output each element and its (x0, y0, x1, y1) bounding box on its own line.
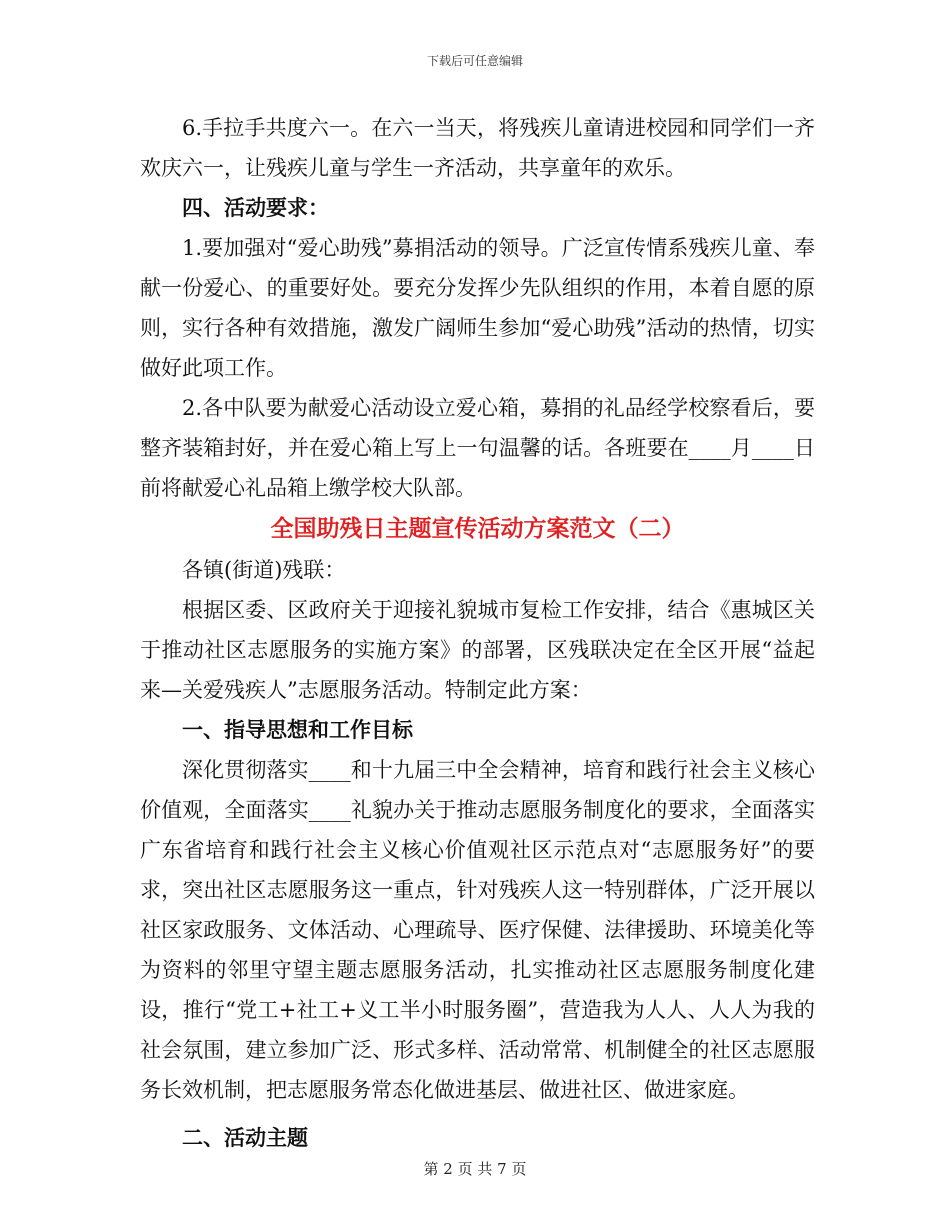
section-heading-activity-theme: 二、活动主题 (182, 1125, 308, 1150)
paragraph-salutation: 各镇(街道)残联： (182, 558, 346, 582)
section-heading-guiding-ideology: 一、指导思想和工作目标 (182, 717, 413, 742)
paragraph-requirement-1: 1.要加强对“爱心助残”募捐活动的领导。广泛宣传情系残疾儿童、奉献一份爱心、的重要好处。要充分发挥少先队组织的作用，本着自愿的原则，实行各种有效措施，激发广阔师生参加“爱心助残”活动的热情，切实做好此项工作。 (140, 236, 815, 380)
document-body (140, 108, 815, 1158)
spacer (140, 1110, 815, 1118)
paragraph-requirement-2: 2.各中队要为献爱心活动设立爱心箱，募捐的礼品经学校察看后，要整齐装箱封好，并在爱心箱上写上一句温馨的话。各班要在____月____日前将献爱心礼品箱上缴学校大队部。 (140, 396, 815, 500)
paragraph-guiding-ideology: 深化贯彻落实____和十九届三中全会精神，培育和践行社会主义核心价值观，全面落实____礼貌办关于推动志愿服务制度化的要求，全面落实广东省培育和践行社会主义核心价值观社区示范点对“志愿服务好”的要求，突出社区志愿服务这一重点，针对残疾人这一特别群体，广泛开展以社区家政服务、文体活动、心理疏导、医疗保健、法律援助、环境美化等为资料的邻里守望主题志愿服务活动，扎实推动社区志愿服务制度化建设，推行“党工+社工+义工半小时服务圈”，营造我为人人、人人为我的社会氛围，建立参加广泛、形式多样、活动常常、机制健全的社区志愿服务长效机制，把志愿服务常态化做进基层、做进社区、做进家庭。 (140, 758, 815, 1102)
page-header: 下载后可任意编辑 (426, 54, 523, 68)
page-footer: 第 2 页 共 7 页 (423, 1160, 527, 1178)
paragraph-intro: 根据区委、区政府关于迎接礼貌城市复检工作安排，结合《惠城区关于推动社区志愿服务的实施方案》的部署，区残联决定在全区开展“益起来—关爱残疾人”志愿服务活动。特制定此方案： (140, 598, 815, 702)
document-title: 全国助残日主题宣传活动方案范文（二） (270, 515, 685, 542)
section-heading-requirements: 四、活动要求： (182, 195, 329, 220)
paragraph-item-6: 6.手拉手共度六一。在六一当天，将残疾儿童请进校园和同学们一齐欢庆六一，让残疾儿童与学生一齐活动，共享童年的欢乐。 (140, 116, 815, 180)
